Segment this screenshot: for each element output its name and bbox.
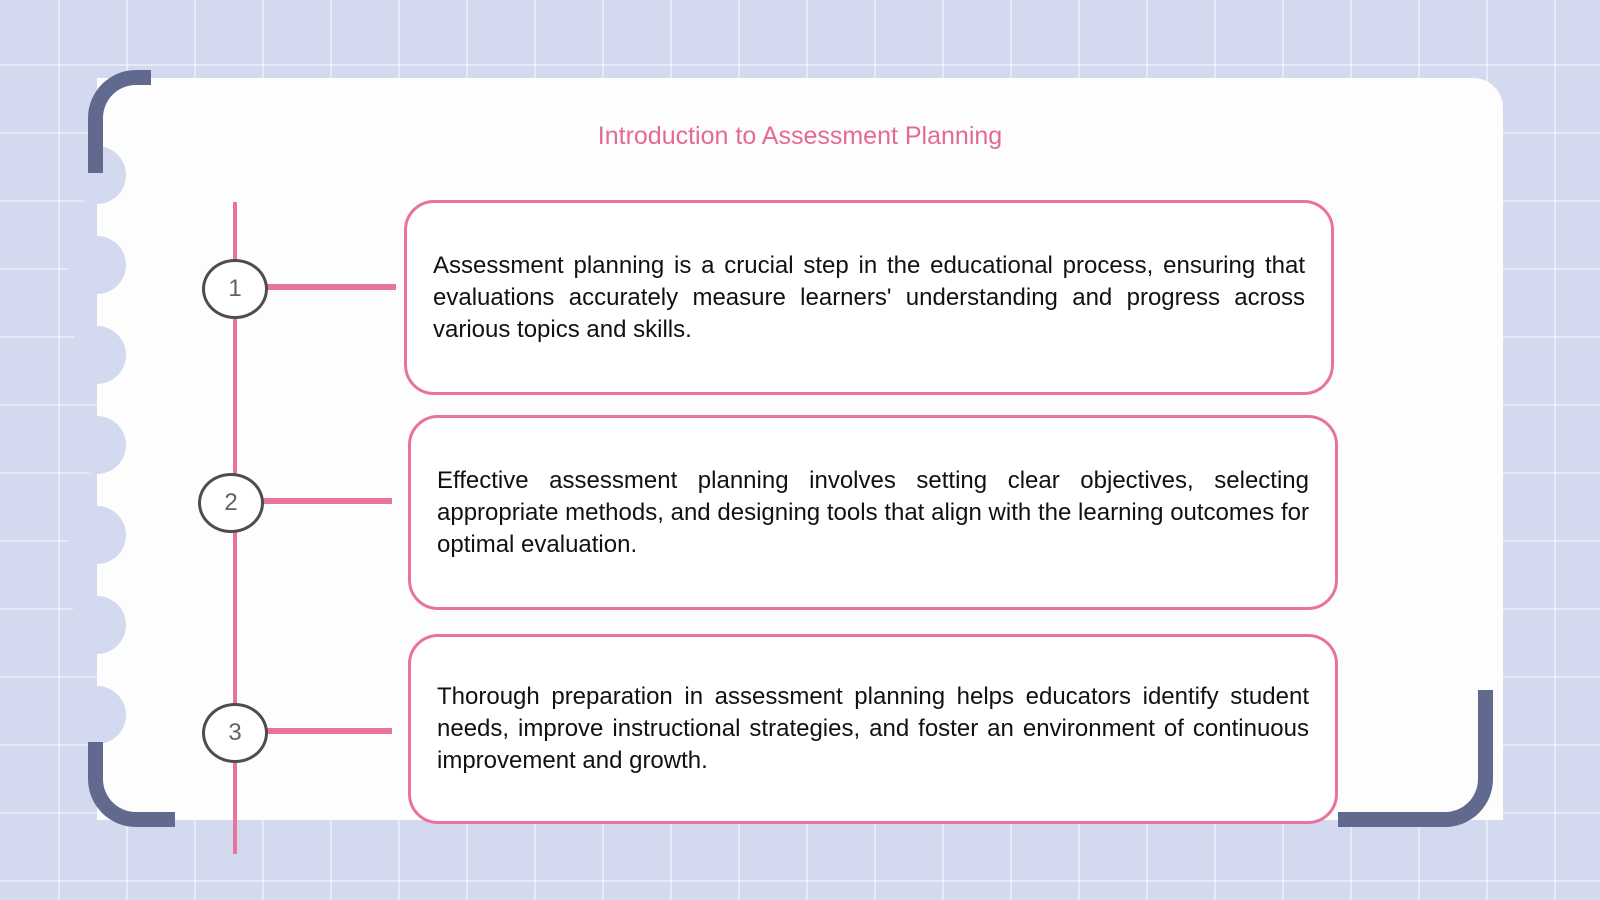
scallop-edge: [68, 596, 126, 654]
scallop-edge: [68, 326, 126, 384]
scallop-edge: [68, 506, 126, 564]
page-title: Introduction to Assessment Planning: [597, 122, 1003, 150]
step-number-circle: [198, 473, 264, 533]
scallop-edge: [68, 686, 126, 744]
step-number: 1: [228, 275, 242, 302]
step-connector: [262, 498, 392, 504]
step-content-box: [408, 415, 1338, 610]
step-text: Assessment planning is a crucial step in the educational process, ensuring that evaluations accurately measure learners' understanding and progress across various topics and skills.: [433, 251, 1305, 343]
step-content-box: [408, 634, 1338, 824]
step-connector: [266, 728, 392, 734]
step-number: 2: [224, 489, 238, 516]
step-connector: [266, 284, 396, 290]
step-number-circle: [202, 703, 268, 763]
scallop-edge: [68, 236, 126, 294]
step-number: 3: [228, 719, 242, 746]
step-number-circle: [202, 259, 268, 319]
step-content-box: [404, 200, 1334, 395]
step-text: Thorough preparation in assessment planning helps educators identify student needs, improve instructional strategies, and foster an environment of continuous improvement and growth.: [437, 683, 1309, 774]
corner-bracket-bottom-right: [1338, 690, 1493, 827]
scallop-edge: [68, 416, 126, 474]
step-text: Effective assessment planning involves setting clear objectives, selecting appropriate methods, and designing tools that align with the learning outcomes for optimal evaluation.: [437, 466, 1309, 558]
